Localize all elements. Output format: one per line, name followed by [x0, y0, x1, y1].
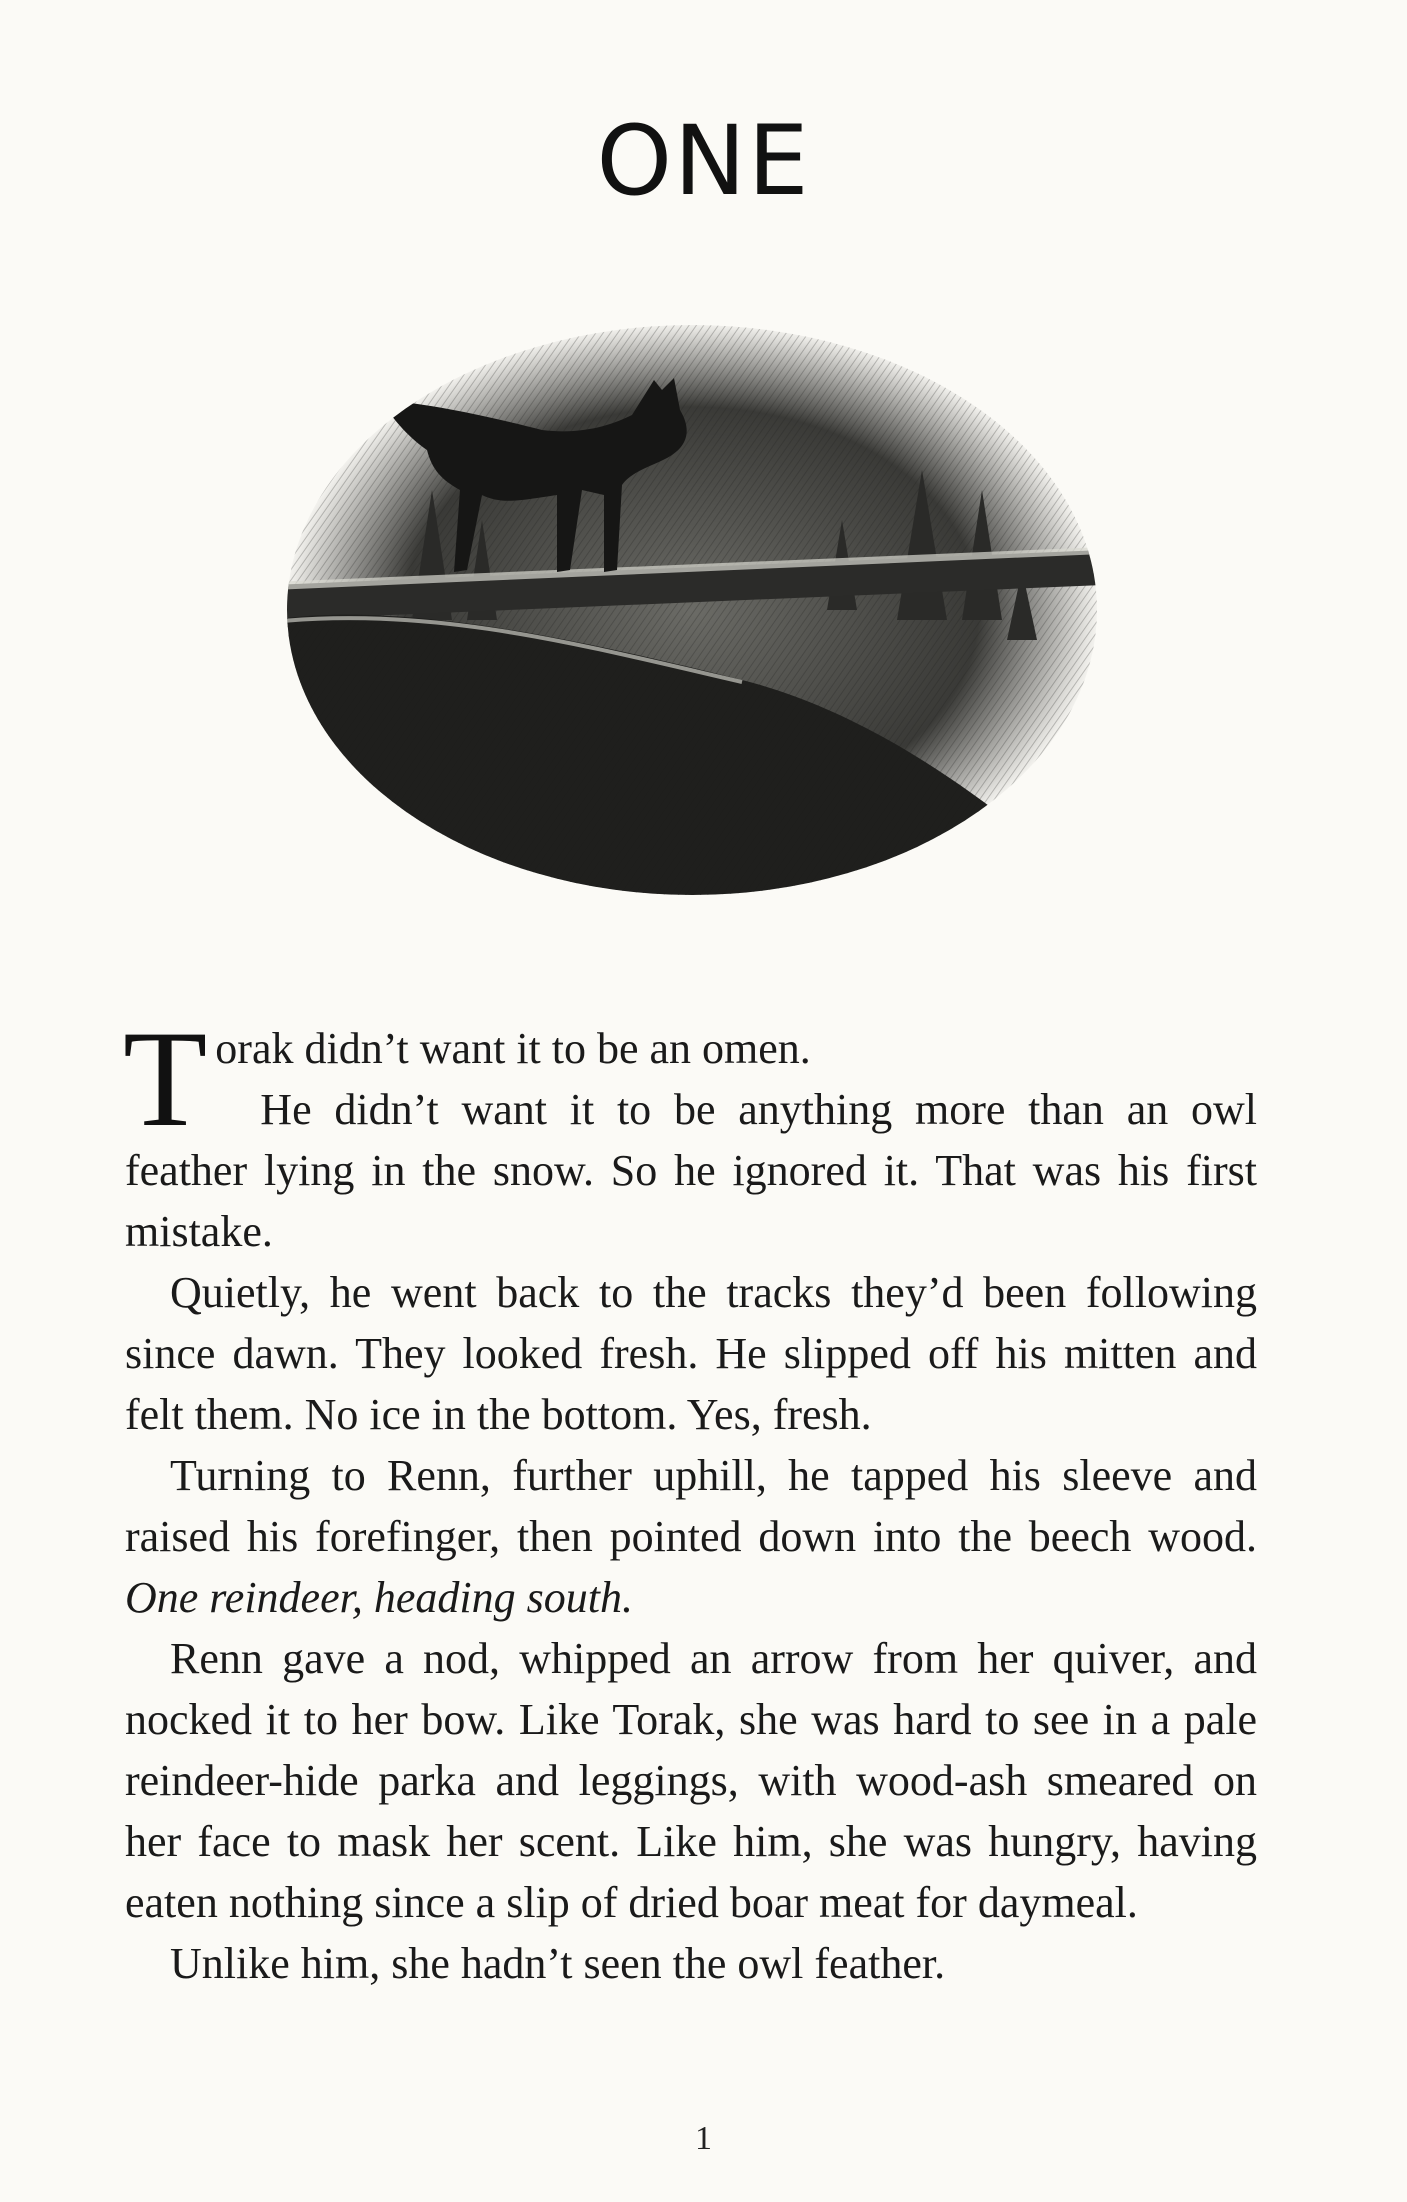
paragraph	[123, 1002, 1257, 1155]
wolf-illustration	[282, 320, 1102, 900]
paragraph	[125, 1445, 1257, 1628]
paragraph	[125, 1933, 1257, 1994]
paragraph-text: Renn gave a nod, whipped an arrow from her quiver, and nocked it to her bow. Like Torak, she was hard to see in a pale reindeer-hide parka and leggings, with wood-ash smeared on her face to mask her scent. Like him, she was hungry, having eaten nothing since a slip of dried boar meat for daymeal.	[125, 1634, 1257, 1927]
paragraph	[125, 1628, 1257, 1933]
body-text	[123, 1002, 1257, 1994]
paragraph-text: Unlike him, she hadn’t seen the owl feather.	[170, 1939, 946, 1988]
paragraph	[125, 1079, 1257, 1262]
chapter-title: ONE	[596, 105, 811, 217]
paragraph-text: Turning to Renn, further uphill, he tapped his sleeve and raised his forefinger, then pointed down into the beech wood.	[125, 1451, 1257, 1561]
paragraph	[125, 1262, 1257, 1445]
drop-cap: T	[123, 1002, 208, 1155]
paragraph-text: He didn’t want it to be anything more than an owl feather lying in the snow. So he ignored it. That was his first mistake.	[125, 1085, 1257, 1256]
paragraph-text: Quietly, he went back to the tracks they’d been following since dawn. They looked fresh. He slipped off his mitten and felt them. No ice in the bottom. Yes, fresh.	[125, 1268, 1257, 1439]
paragraph-text: orak didn’t want it to be an omen.	[215, 1024, 811, 1073]
page-number: 1	[695, 2120, 712, 2157]
italic-phrase: One reindeer, heading south.	[125, 1573, 633, 1622]
